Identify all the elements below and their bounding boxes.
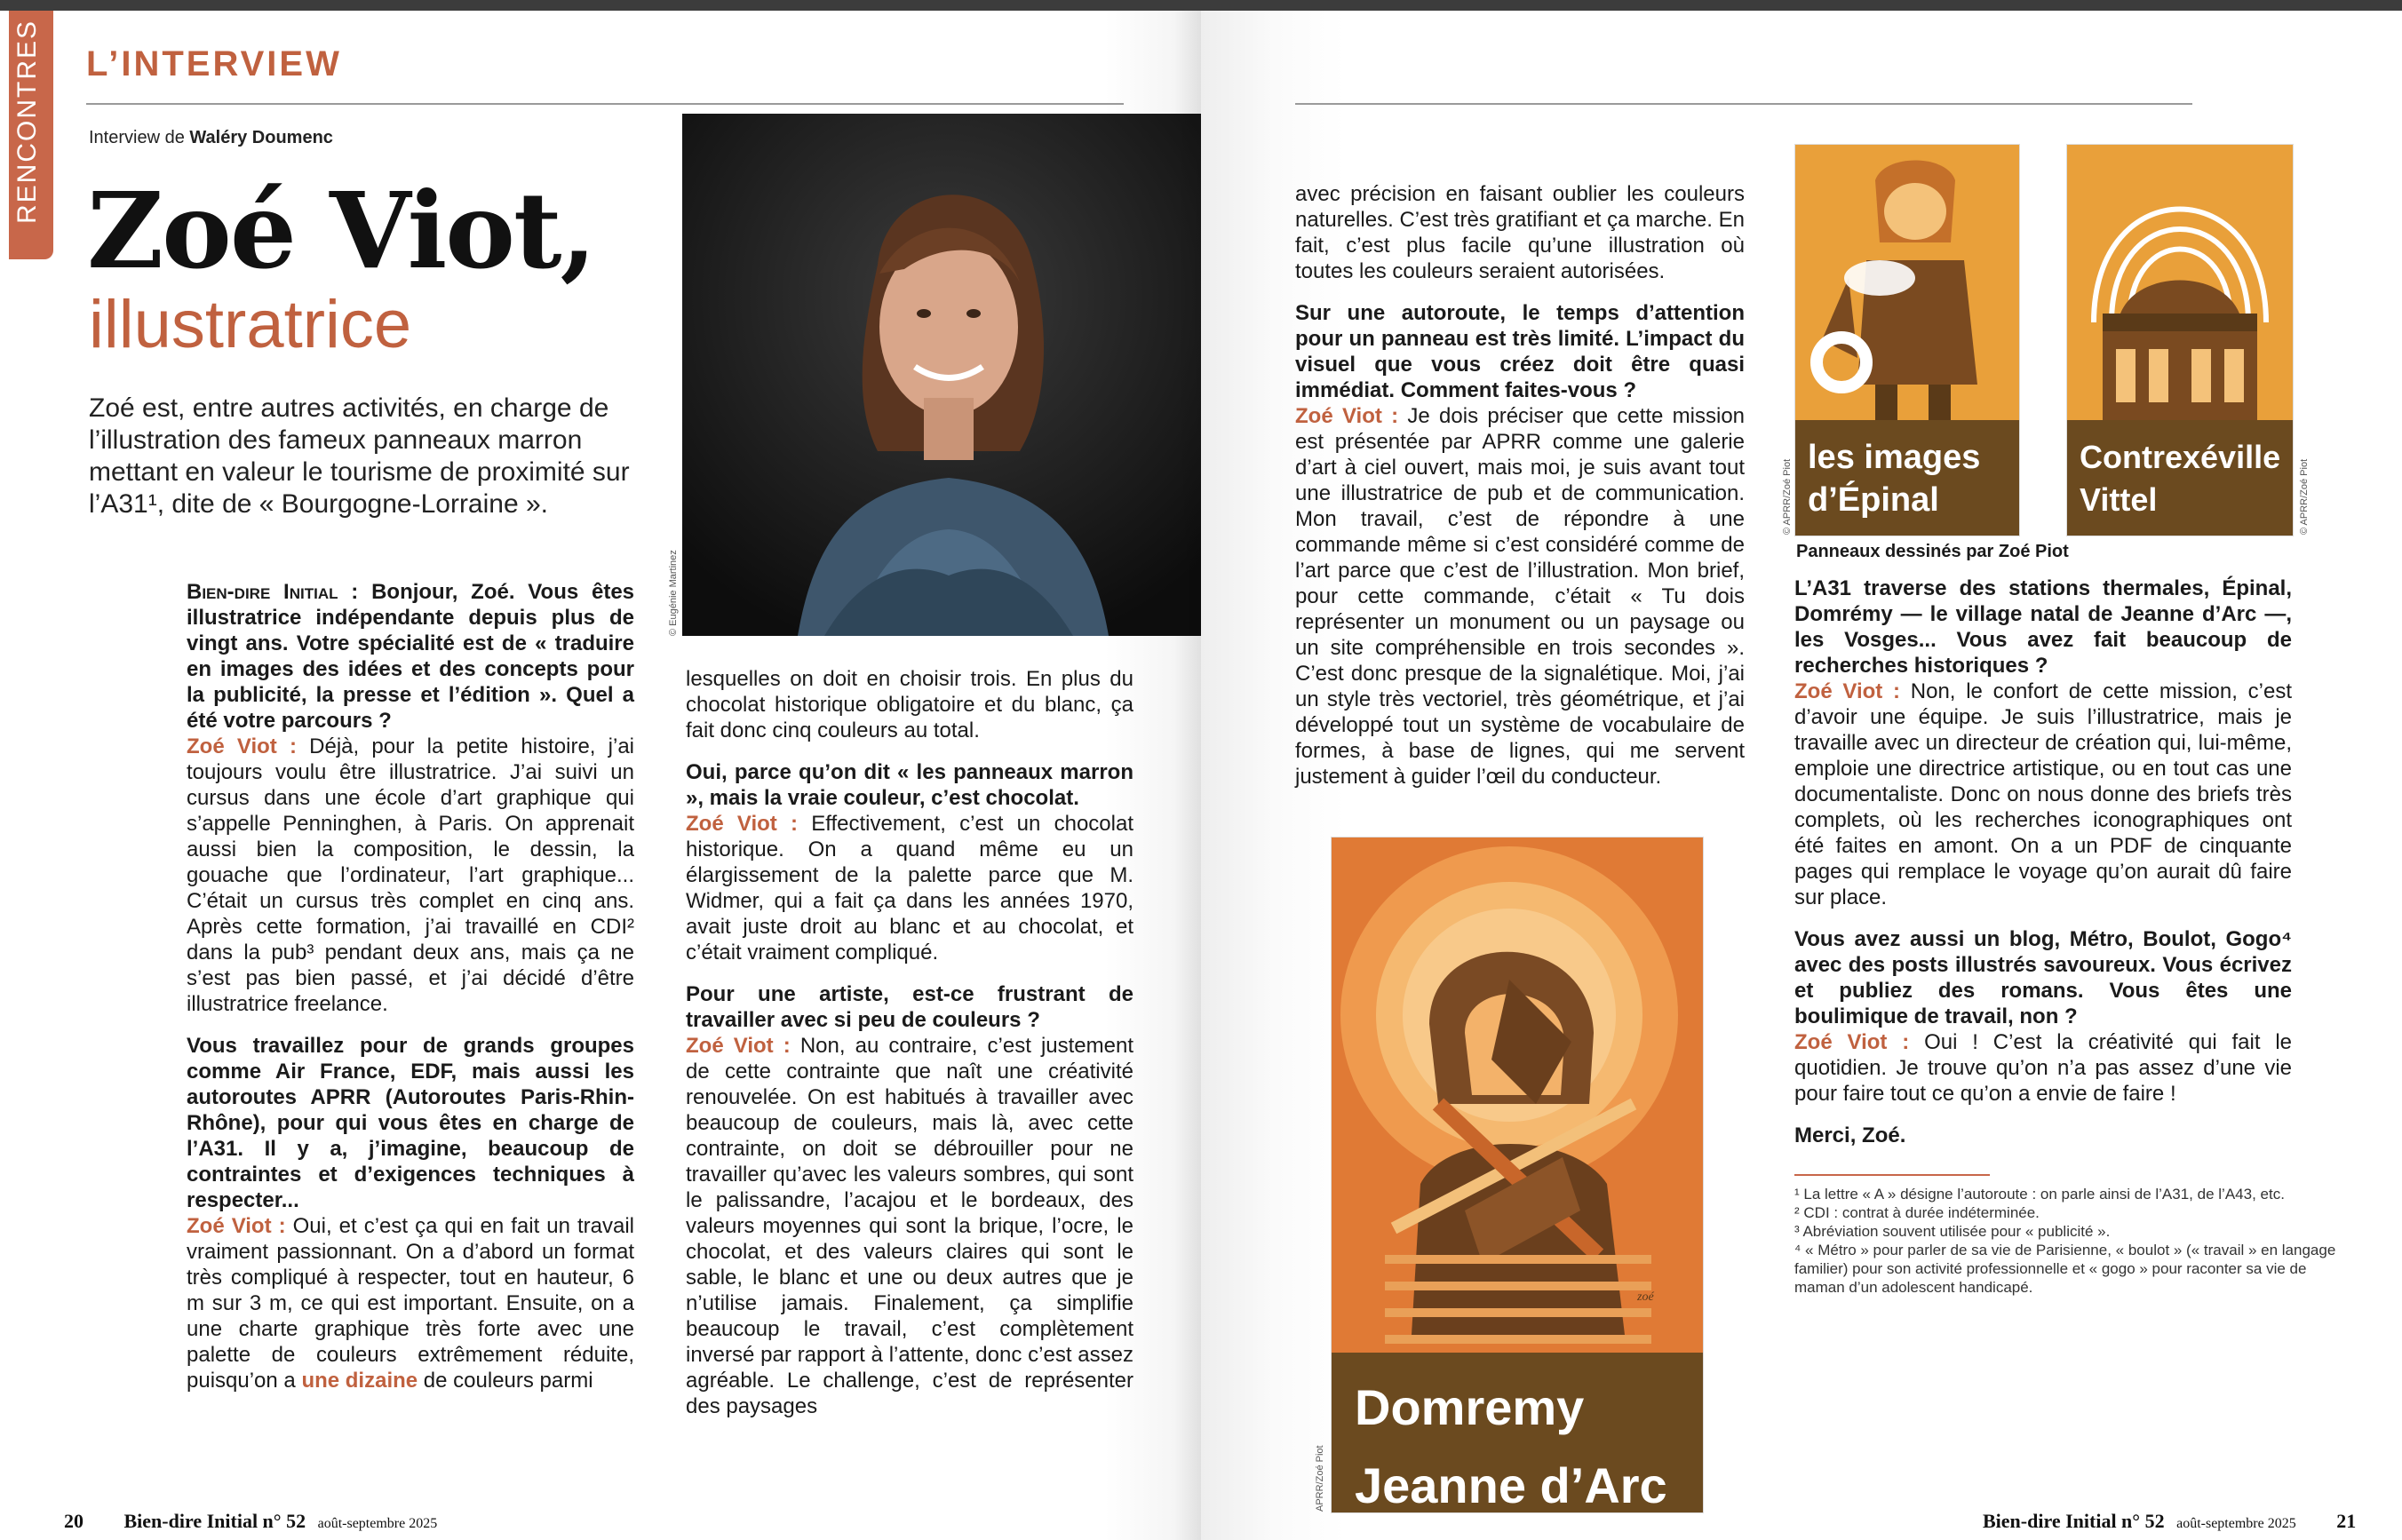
answer-1-text: Déjà, pour la petite histoire, j’ai toujours voulu être illustratrice. J’ai suivi un cursus dans une école d’art graphique qui s’appelle Penninghen, à Paris. On apprenait aussi bien la composition, le dessin, la gouache que l’ordinateur, l’art graphique... C’était un cursus très complet en cinq ans. Après cette formation, j’ai travaillé en CDI² dans la pub³ pendant deux ans, mais ça ne s’est pas bien passé, et j’ai décidé d’être illustratrice freelance. <box>187 734 635 1016</box>
footer-right <box>1983 1510 2356 1533</box>
column-4 <box>1794 576 2292 1164</box>
speaker-zoe: Zoé Viot : <box>187 1214 286 1238</box>
article-title: Zoé Viot, <box>87 169 595 292</box>
question-5 <box>1295 300 1745 790</box>
section-title: L’INTERVIEW <box>86 44 342 83</box>
footnotes-rule <box>1794 1174 1990 1176</box>
poster-domremy <box>1331 837 1704 1513</box>
answer-7-text: Oui ! C’est la créativité qui fait le quotidien. Je trouve qu’on n’a pas assez d’une vie pour faire tout ce qu’on a envie de faire ! <box>1794 1030 2293 1106</box>
question-3-text: Oui, parce qu’on dit « les panneaux marron », mais la vraie couleur, c’est chocolat. <box>686 760 1133 810</box>
column-1 <box>187 579 634 1409</box>
poster-vittel <box>2066 144 2294 536</box>
page-number-left: 20 <box>64 1510 84 1532</box>
poster-vittel-line-2: Vittel <box>2080 481 2158 518</box>
right-page <box>1201 11 2402 1540</box>
left-page <box>0 11 1201 1540</box>
footnote-1: ¹ La lettre « A » désigne l’autoroute : on parle ainsi de l’A31, de l’A43, etc. <box>1794 1186 2285 1203</box>
byline-author: Waléry Doumenc <box>189 128 333 147</box>
speaker-zoe: Zoé Viot : <box>1794 679 1901 703</box>
article-intro: Zoé est, entre autres activités, en charge de l’illustration des fameux panneaux marron mettant en valeur le tourisme de proximité sur l’A31¹, dite de « Bourgogne-Lorraine ». <box>89 393 630 519</box>
speaker-magazine: Bien-dire Initial : <box>187 580 359 604</box>
poster-domremy-line-1: Domremy <box>1355 1379 1585 1435</box>
poster-epinal-label <box>1808 436 1980 521</box>
column-2 <box>686 666 1133 1435</box>
page-number-right: 21 <box>2336 1510 2357 1532</box>
portrait-illustration <box>682 114 1201 636</box>
answer-3-text: Effectivement, c’est un chocolat historique. On a quand même eu un élargissement de la palette parce que M. Widmer, qui a fait ça dans les années 1970, avait juste droit au blanc et au chocolat, et c’était vraiment compliqué. <box>686 812 1133 964</box>
question-4 <box>686 981 1133 1419</box>
question-5-text: Sur une autoroute, le temps d’attention pour un panneau est très limité. L’impact du visuel que vous créez doit être quasi immédiat. Comment faites-vous ? <box>1295 301 1745 402</box>
footer-magazine-right: Bien-dire Initial n° 52 <box>1983 1510 2165 1532</box>
question-3 <box>686 759 1133 965</box>
top-bar <box>0 0 2402 11</box>
title-rule <box>86 103 1124 105</box>
question-1-text: Bonjour, Zoé. Vous êtes illustratrice indépendante depuis plus de vingt ans. Votre spécialité est de « traduire en images des idées et des concepts pour la publicité, la presse et l’édition ». Quel a été votre parcours ? <box>187 580 635 733</box>
speaker-zoe: Zoé Viot : <box>1295 404 1399 428</box>
closing-line: Merci, Zoé. <box>1794 1123 1906 1147</box>
footnote-3: ³ Abréviation souvent utilisée pour « publicité ». <box>1794 1223 2111 1240</box>
question-2-text: Vous travaillez pour de grands groupes comme Air France, EDF, mais aussi les autoroutes APRR (Autoroutes Paris-Rhin-Rhône), pour qui vous êtes en charge de l’A31. Il y a, j’imagine, beaucoup de contraintes et d’exigences techniques à respecter... <box>187 1034 634 1212</box>
answer-4-text: Non, au contraire, c’est justement de cette contrainte que naît une créativité renouvelée. On est habitués à travailler avec beaucoup de couleurs, mais là, avec cette contrainte, on doit se débrouiller pour ne travailler qu’avec les valeurs sombres, qui sont le palissandre, l’acajou et le bordeaux, des valeurs moyennes qui sont la brique, l’ocre, le chocolat, et des valeurs claires qui sont le sable, le blanc et une ou deux autres que je n’utilise jamais. Finalement, ça simplifie beaucoup le travail, c’est complètement inversé par rapport à l’attente, donc c’est assez agréable. Le challenge, c’est de représenter des paysages <box>686 1034 1134 1418</box>
poster-epinal-line-2: d’Épinal <box>1808 481 1939 519</box>
poster-domremy-label <box>1355 1369 1667 1513</box>
speaker-zoe: Zoé Viot : <box>1794 1030 1910 1054</box>
photo-credit: © Eugénie Martinez <box>668 550 679 636</box>
footer-left <box>64 1510 437 1533</box>
question-4-text: Pour une artiste, est-ce frustrant de travailler avec si peu de couleurs ? <box>686 982 1133 1032</box>
question-2 <box>187 1033 634 1393</box>
poster-epinal-line-1: les images <box>1808 439 1981 476</box>
question-6 <box>1794 576 2292 910</box>
footer-magazine-left: Bien-dire Initial n° 52 <box>123 1510 306 1532</box>
interview-byline <box>89 128 333 148</box>
answer-4-continued: avec précision en faisant oublier les couleurs naturelles. C’est très gratifiant et ça marche. En fait, c’est plus facile qu’une illustration où toutes les couleurs seraient autorisées. <box>1295 182 1745 283</box>
answer-2-end: de couleurs parmi <box>423 1369 593 1393</box>
title-rule-right <box>1295 103 2192 105</box>
article-subtitle: illustratrice <box>89 287 412 362</box>
portrait-photo <box>682 114 1201 636</box>
answer-5-text: Je dois préciser que cette mission est présentée par APRR comme une galerie d’art à ciel ouvert, mais moi, je suis avant tout une illustratrice de pub et de communication. Mon travail, c’est de répondre à une commande même si c’est considéré comme de l’art parce que c’est de l’illustration. Mon brief, pour cette commande, c’était « Tu dois représenter un monument ou un paysage ou un site compréhensible en trois secondes ». C’est donc presque de la signalétique. Moi, j’ai un style très vectoriel, très géométrique, et j’ai développé tout un système de vocabulaire de formes, à base de lignes, qui me servent justement à guider l’œil du conducteur. <box>1295 404 1746 789</box>
footnotes <box>1794 1185 2345 1297</box>
speaker-zoe: Zoé Viot : <box>187 734 297 758</box>
question-1 <box>187 579 634 1017</box>
footnote-2: ² CDI : contrat à durée indéterminée. <box>1794 1204 2040 1221</box>
footer-date-right: août-septembre 2025 <box>2176 1516 2296 1531</box>
footnote-4: ⁴ « Métro » pour parler de sa vie de Parisienne, « boulot » (« travail » en langage familier) pour son activité professionnelle et « gogo » pour raconter sa vie de maman d’un adolescent handicapé. <box>1794 1242 2336 1296</box>
posters-caption: Panneaux dessinés par Zoé Piot <box>1796 542 2069 561</box>
answer-6-text: Non, le confort de cette mission, c’est d’avoir une équipe. Je suis l’illustratrice, mais je travaille avec un directeur de création qui, lui-même, emploie une directrice artistique, ou en tout cas une documentaliste. Donc on nous donne des briefs très complets, où les recherches iconographiques ont été faites en amont. On a un PDF de cinquante pages qui remplace le voyage qu’on aurait dû faire sur place. <box>1794 679 2292 909</box>
highlight-une-dizaine: une dizaine <box>301 1369 418 1393</box>
poster-credit-big: APRR/Zoé Piot <box>1315 1445 1325 1512</box>
question-7-text: Vous avez aussi un blog, Métro, Boulot, Gogo⁴ avec des posts illustrés savoureux. Vous écrivez et publiez des romans. Vous êtes une boulimique de travail, non ? <box>1794 927 2292 1028</box>
poster-signature: zoé <box>1637 1290 1654 1304</box>
speaker-zoe: Zoé Viot : <box>686 1034 791 1058</box>
section-tab-label: RENCONTRES <box>12 19 42 224</box>
footer-date-left: août-septembre 2025 <box>317 1516 438 1531</box>
poster-credit-epinal: © APRR/Zoé Piot <box>1782 458 1793 535</box>
poster-credit-vittel: © APRR/Zoé Piot <box>2299 458 2310 535</box>
answer-2-text: Oui, et c’est ça qui en fait un travail vraiment passionnant. On a d’abord un format très compliqué à respecter, tout en hauteur, 6 m sur 3 m, ce qui est important. Ensuite, on a une charte graphique très forte avec une palette de couleurs extrêmement réduite, puisqu’on a <box>187 1214 635 1393</box>
question-7 <box>1794 926 2292 1107</box>
byline-prefix: Interview de <box>89 128 185 147</box>
answer-2-continued: lesquelles on doit en choisir trois. En plus du chocolat historique obligatoire et du blanc, ça fait donc cinq couleurs au total. <box>686 667 1133 742</box>
column-3 <box>1295 181 1745 806</box>
section-tab <box>9 11 53 259</box>
speaker-zoe: Zoé Viot : <box>686 812 799 836</box>
poster-vittel-label <box>2080 436 2280 521</box>
question-6-text: L’A31 traverse des stations thermales, Épinal, Domrémy — le village natal de Jeanne d’Arc —, les Vosges... Vous avez fait beaucoup de recherches historiques ? <box>1794 576 2292 678</box>
poster-epinal <box>1794 144 2020 536</box>
poster-vittel-line-1: Contrexéville <box>2080 439 2281 475</box>
poster-domremy-line-2: Jeanne d’Arc <box>1355 1457 1667 1513</box>
